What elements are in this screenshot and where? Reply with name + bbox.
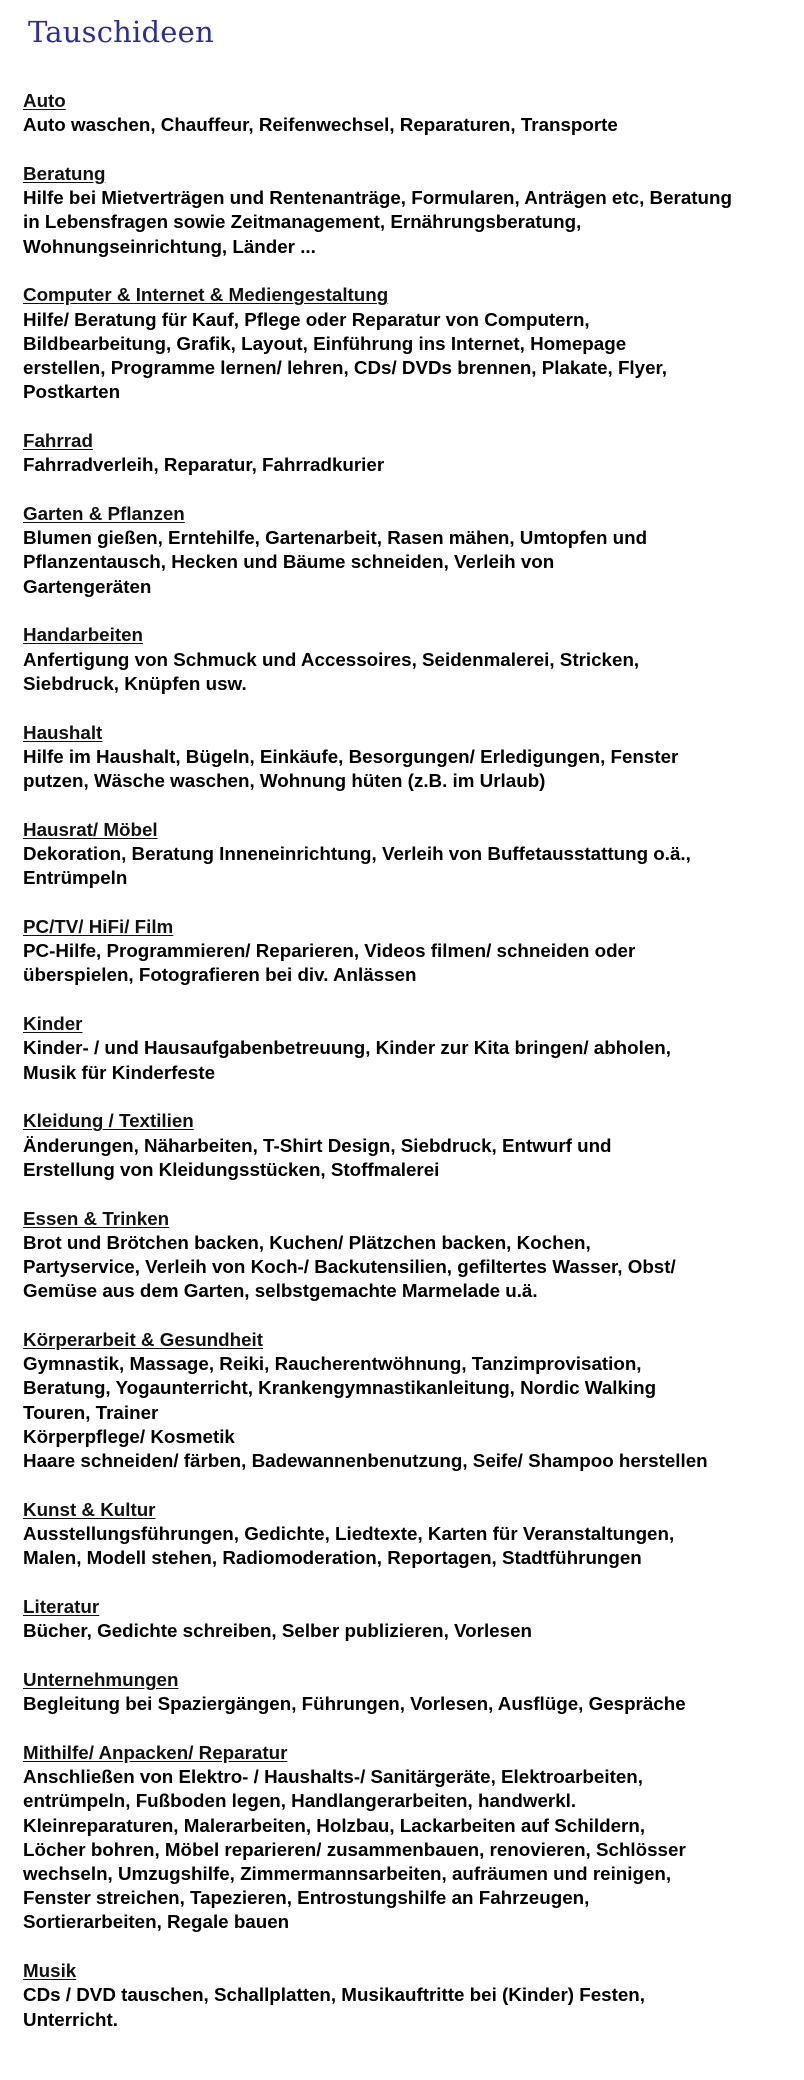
- section-text: CDs / DVD tauschen, Schallplatten, Musikauftritte bei (Kinder) Festen, Unterricht.: [23, 1984, 645, 2030]
- section-text: Blumen gießen, Erntehilfe, Gartenarbeit, Rasen mähen, Umtopfen und Pflanzentausch, Hecken und Bäume schneiden, Verleih von Gartengeräten: [23, 527, 648, 597]
- section-text: Dekoration, Beratung Inneneinrichtung, Verleih von Buffetausstattung o.ä., Entrümpeln: [23, 843, 691, 889]
- section-heading: Handarbeiten: [23, 624, 144, 646]
- section-heading: Musik: [23, 1960, 77, 1982]
- section-heading: PC/TV/ HiFi/ Film: [23, 916, 174, 938]
- section-text: PC-Hilfe, Programmieren/ Reparieren, Videos filmen/ schneiden oder überspielen, Fotografieren bei div. Anlässen: [23, 940, 636, 986]
- section-text: Gymnastik, Massage, Reiki, Raucherentwöhnung, Tanzimprovisation, Beratung, Yogaunterricht, Krankengymnastikanleitung, Nordic Walking Touren, Trainer Körperpflege/ Kosmetik Haare schneiden/ färben, Badewannenbenutzung, Seife/ Shampoo herstellen: [23, 1353, 708, 1472]
- section-mithilfe: [23, 1741, 793, 1935]
- section-heading: Kleidung / Textilien: [23, 1110, 194, 1132]
- section-heading: Kinder: [23, 1013, 83, 1035]
- section-text: Hilfe/ Beratung für Kauf, Pflege oder Reparatur von Computern, Bildbearbeitung, Grafik, Layout, Einführung ins Internet, Homepage erstellen, Programme lernen/ lehren, CDs/ DVDs brennen, Plakate, Flyer, Postkarten: [23, 308, 668, 403]
- section-handarbeiten: [23, 623, 793, 696]
- section-text: Bücher, Gedichte schreiben, Selber publizieren, Vorlesen: [23, 1620, 532, 1642]
- section-essen: [23, 1207, 793, 1304]
- section-hausrat: [23, 818, 793, 891]
- section-text: Auto waschen, Chauffeur, Reifenwechsel, Reparaturen, Transporte: [23, 114, 618, 136]
- section-pc-tv: [23, 915, 793, 988]
- sections-list: [23, 89, 793, 2056]
- section-auto: [23, 89, 793, 137]
- section-beratung: [23, 162, 793, 259]
- section-heading: Computer & Internet & Mediengestaltung: [23, 284, 389, 306]
- section-text: Anschließen von Elektro- / Haushalts-/ Sanitärgeräte, Elektroarbeiten, entrümpeln, Fußboden legen, Handlangerarbeiten, handwerkl. Kleinreparaturen, Malerarbeiten, Holzbau, Lackarbeiten auf Schildern, Löcher bohren, Möbel reparieren/ zusammenbauen, renovieren, Schlösser wechseln, Umzugshilfe, Zimmermannsarbeiten, aufräumen und reinigen, Fenster streichen, Tapezieren, Entrostungshilfe an Fahrzeugen, Sortierarbeiten, Regale bauen: [23, 1766, 686, 1933]
- section-heading: Auto: [23, 90, 66, 111]
- section-computer: [23, 283, 793, 404]
- page-title: Tauschideen: [28, 15, 214, 49]
- section-heading: Haushalt: [23, 721, 103, 743]
- section-heading: Mithilfe/ Anpacken/ Reparatur: [23, 1742, 288, 1764]
- section-musik: [23, 1959, 793, 2032]
- section-heading: Kunst & Kultur: [23, 1498, 156, 1520]
- section-heading: Fahrrad: [23, 430, 93, 452]
- section-text: Hilfe bei Mietverträgen und Rentenanträge, Formularen, Anträgen etc, Beratung in Lebensfragen sowie Zeitmanagement, Ernährungsberatung, Wohnungseinrichtung, Länder ...: [23, 187, 732, 257]
- section-text: Brot und Brötchen backen, Kuchen/ Plätzchen backen, Kochen, Partyservice, Verleih von Koch-/ Backutensilien, gefiltertes Wasser, Obst/ Gemüse aus dem Garten, selbstgemachte Marmelade u.ä.: [23, 1231, 676, 1302]
- section-koerperarbeit: [23, 1328, 793, 1473]
- section-heading: Essen & Trinken: [23, 1207, 170, 1229]
- section-text: Ausstellungsführungen, Gedichte, Liedtexte, Karten für Veranstaltungen, Malen, Modell stehen, Radiomoderation, Reportagen, Stadtführungen: [23, 1523, 675, 1569]
- section-heading: Unternehmungen: [23, 1669, 179, 1691]
- section-kleidung: [23, 1109, 793, 1182]
- section-heading: Hausrat/ Möbel: [23, 818, 158, 840]
- section-heading: Beratung: [23, 163, 106, 184]
- section-heading: Körperarbeit & Gesundheit: [23, 1329, 264, 1351]
- section-text: Anfertigung von Schmuck und Accessoires, Seidenmalerei, Stricken, Siebdruck, Knüpfen usw.: [23, 648, 640, 694]
- section-text: Fahrradverleih, Reparatur, Fahrradkurier: [23, 454, 385, 476]
- section-kinder: [23, 1012, 793, 1085]
- section-heading: Literatur: [23, 1596, 100, 1618]
- section-garten: [23, 502, 793, 599]
- section-text: Kinder- / und Hausaufgabenbetreuung, Kinder zur Kita bringen/ abholen, Musik für Kinderfeste: [23, 1037, 671, 1083]
- section-unternehmungen: [23, 1668, 793, 1716]
- section-text: Änderungen, Näharbeiten, T-Shirt Design, Siebdruck, Entwurf und Erstellung von Kleidungsstücken, Stoffmalerei: [23, 1134, 612, 1180]
- section-heading: Garten & Pflanzen: [23, 503, 185, 525]
- section-text: Begleitung bei Spaziergängen, Führungen, Vorlesen, Ausflüge, Gespräche: [23, 1693, 686, 1715]
- section-fahrrad: [23, 429, 793, 477]
- section-kunst: [23, 1498, 793, 1571]
- section-text: Hilfe im Haushalt, Bügeln, Einkäufe, Besorgungen/ Erledigungen, Fenster putzen, Wäsche waschen, Wohnung hüten (z.B. im Urlaub): [23, 745, 679, 792]
- section-haushalt: [23, 721, 793, 794]
- section-literatur: [23, 1595, 793, 1643]
